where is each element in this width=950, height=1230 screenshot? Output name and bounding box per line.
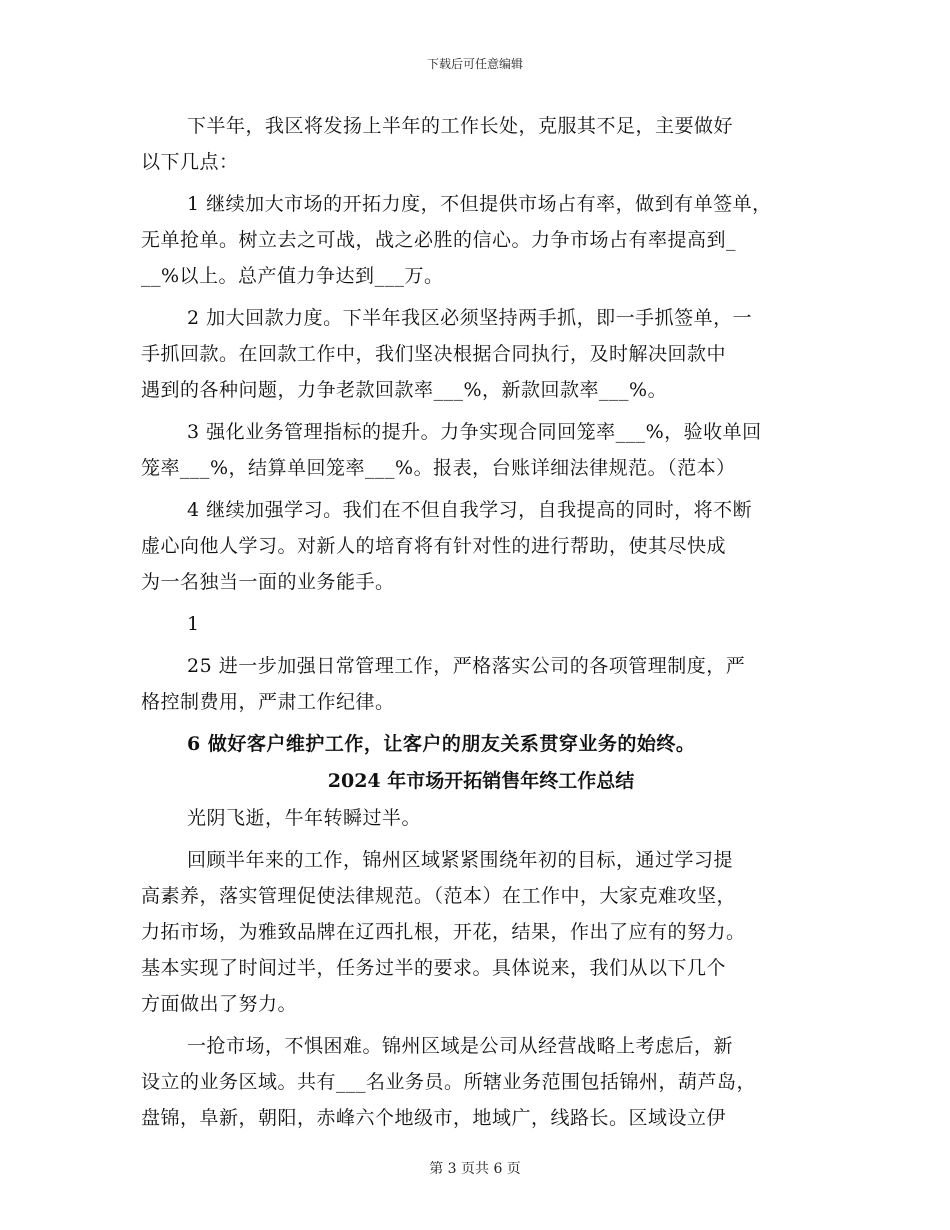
text-line: 为一名独当一面的业务能手。 [141, 571, 395, 593]
text-line: 遇到的各种问题，力争老款回款率___%，新款回款率___%。 [141, 379, 668, 401]
text-line: 25 进一步加强日常管理工作，严格落实公司的各项管理制度，严 [187, 655, 746, 677]
text-line: 设立的业务区域。共有___名业务员。所辖业务范围包括锦州，葫芦岛， [141, 1071, 757, 1093]
text-line: 力拓市场，为雅致品牌在辽西扎根，开花，结果，作出了应有的努力。 [141, 921, 746, 943]
section-title: 2024 年市场开拓销售年终工作总结 [327, 770, 635, 792]
text-line: 下半年，我区将发扬上半年的工作长处，克服其不足，主要做好 [187, 115, 734, 137]
paragraph [141, 300, 821, 408]
text-line: 方面做出了努力。 [141, 993, 298, 1015]
paragraph [141, 1028, 821, 1136]
text-line: 盘锦，阜新，朝阳，赤峰六个地级市，地域广，线路长。区域设立伊 [141, 1107, 727, 1129]
text-line: 基本实现了时间过半，任务过半的要求。具体说来，我们从以下几个 [141, 957, 727, 979]
paragraph [141, 108, 821, 180]
bold-paragraph: 6 做好客户维护工作，让客户的朋友关系贯穿业务的始终。 [187, 733, 696, 755]
text-line: 光阴飞逝，牛年转瞬过半。 [187, 807, 422, 829]
page-footer: 第 3 页共 6 页 [429, 1161, 521, 1177]
paragraph [141, 414, 821, 486]
text-line: 回顾半年来的工作，锦州区域紧紧围绕年初的目标，通过学习提 [187, 849, 734, 871]
document-body [141, 108, 821, 1136]
text-line: 虚心向他人学习。对新人的培育将有针对性的进行帮助，使其尽快成 [141, 535, 727, 557]
text-line: 1 继续加大市场的开拓力度，不但提供市场占有率，做到有单签单， [187, 193, 772, 215]
paragraph [141, 606, 821, 642]
page-header: 下载后可任意编辑 [426, 57, 523, 71]
text-line: 一抢市场，不惧困难。锦州区域是公司从经营战略上考虑后，新 [187, 1035, 734, 1057]
text-line: 无单抢单。树立去之可战，战之必胜的信心。力争市场占有率提高到_ [141, 229, 737, 251]
text-line: 手抓回款。在回款工作中，我们坚决根据合同执行，及时解决回款中 [141, 343, 727, 365]
paragraph [141, 842, 821, 1022]
text-line: 1 [187, 613, 200, 635]
text-line: 3 强化业务管理指标的提升。力争实现合同回笼率___%，验收单回 [187, 421, 762, 443]
paragraph [141, 186, 821, 294]
text-line: 格控制费用，严肃工作纪律。 [141, 691, 395, 713]
text-line: 笼率___%，结算单回笼率___%。报表，台账详细法律规范。（范本） [141, 457, 736, 479]
text-line: 以下几点： [141, 151, 239, 173]
text-line: 高素养，落实管理促使法律规范。（范本）在工作中，大家克难攻坚， [141, 885, 737, 907]
text-line: 4 继续加强学习。我们在不但自我学习，自我提高的同时，将不断 [187, 499, 753, 521]
paragraph [141, 492, 821, 600]
paragraph [141, 648, 821, 720]
text-line: 2 加大回款力度。下半年我区必须坚持两手抓，即一手抓签单，一 [187, 307, 753, 329]
paragraph [141, 800, 821, 836]
text-line: __%以上。总产值力争达到___万。 [141, 265, 444, 287]
